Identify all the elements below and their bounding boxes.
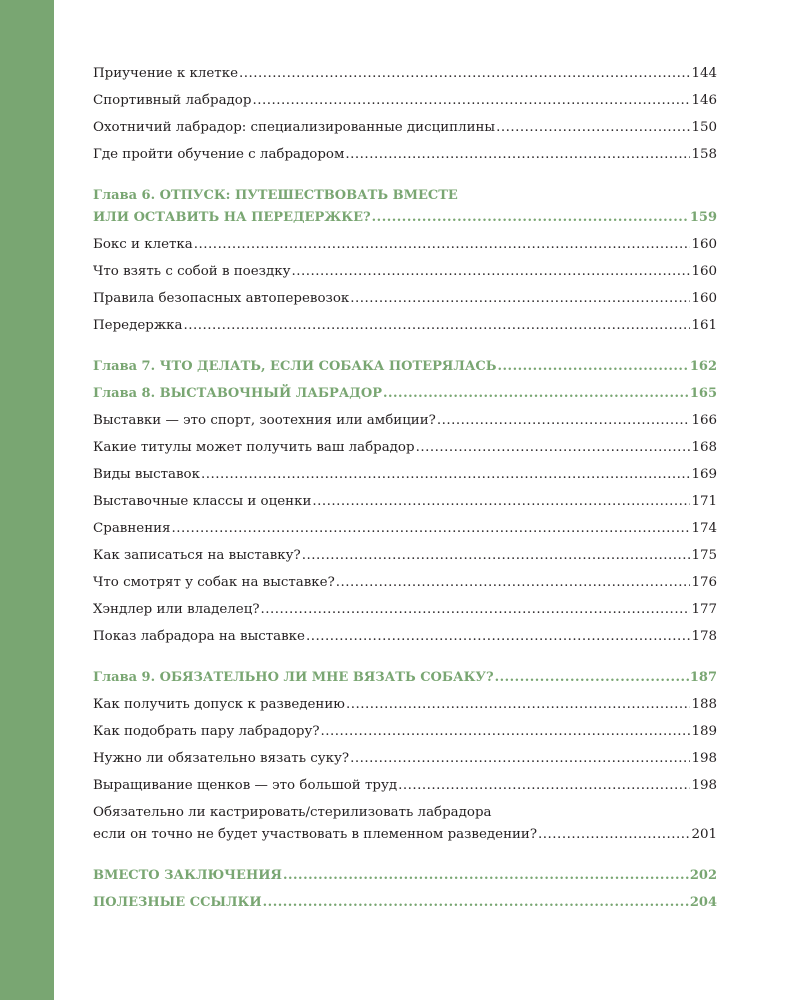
toc-entry-label: Правила безопасных автоперевозок <box>93 291 350 306</box>
dot-leader <box>336 573 691 593</box>
toc-entry-line1[interactable] <box>93 803 717 825</box>
chapter-7-page: 162 <box>689 359 717 374</box>
toc-entry[interactable] <box>93 519 717 546</box>
toc-entry-label: Охотничий лабрадор: специализированные дисциплины <box>93 120 496 135</box>
toc-entry-label: Виды выставок <box>93 467 200 482</box>
toc-entry-page: 188 <box>691 697 717 712</box>
toc-entry-page: 175 <box>691 548 717 563</box>
dot-leader <box>498 357 689 377</box>
toc-entry-page: 160 <box>691 237 717 252</box>
toc-entry[interactable] <box>93 289 717 316</box>
toc-entry-label: Как подобрать пару лабрадору? <box>93 724 320 739</box>
toc-entry-label: Как записаться на выставку? <box>93 548 301 563</box>
toc-entry[interactable] <box>93 776 717 803</box>
conclusion-heading[interactable] <box>93 866 717 893</box>
useful-links-heading[interactable] <box>93 893 717 920</box>
dot-leader <box>194 235 691 255</box>
toc-entry-label: Где пройти обучение с лабрадором <box>93 147 345 162</box>
toc-entry[interactable] <box>93 749 717 776</box>
toc-entry-page: 177 <box>691 602 717 617</box>
toc-entry-page: 144 <box>691 66 717 81</box>
toc-entry-page: 146 <box>691 93 717 108</box>
table-of-contents <box>93 64 717 920</box>
toc-entry-label: Выставочные классы и оценки <box>93 494 312 509</box>
toc-entry[interactable] <box>93 600 717 627</box>
dot-leader <box>261 600 691 620</box>
chapter-8-page: 165 <box>689 386 717 401</box>
toc-entry-page: 166 <box>691 413 717 428</box>
dot-leader <box>201 465 690 485</box>
toc-entry[interactable] <box>93 695 717 722</box>
toc-entry-page: 161 <box>691 318 717 333</box>
toc-entry-label: Передержка <box>93 318 183 333</box>
toc-entry-label: Выставки — это спорт, зоотехния или амбиции? <box>93 413 436 428</box>
chapter-6-heading-line1[interactable]: Глава 6. ОТПУСК: ПУТЕШЕСТВОВАТЬ ВМЕСТЕ <box>93 188 458 203</box>
useful-links-page: 204 <box>689 895 717 910</box>
conclusion-label: ВМЕСТО ЗАКЛЮЧЕНИЯ <box>93 868 282 883</box>
dot-leader <box>312 492 690 512</box>
dot-leader <box>172 519 691 539</box>
toc-entry-label: Выращивание щенков — это большой труд <box>93 778 398 793</box>
chapter-8-label: Глава 8. ВЫСТАВОЧНЫЙ ЛАБРАДОР <box>93 386 382 401</box>
chapter-6-page: 159 <box>689 210 717 225</box>
toc-entry[interactable] <box>93 91 717 118</box>
toc-entry-label: Обязательно ли кастрировать/стерилизовать лабрадора <box>93 805 492 820</box>
dot-leader <box>283 866 689 886</box>
side-color-band <box>0 0 54 1000</box>
toc-entry[interactable] <box>93 316 717 343</box>
toc-entry-label: Сравнения <box>93 521 171 536</box>
toc-entry[interactable] <box>93 573 717 600</box>
toc-entry[interactable] <box>93 722 717 749</box>
chapter-9-label: Глава 9. ОБЯЗАТЕЛЬНО ЛИ МНЕ ВЯЗАТЬ СОБАКУ? <box>93 670 494 685</box>
chapter-6-heading[interactable] <box>93 208 717 235</box>
toc-entry-label: если он точно не будет участвовать в племенном разведении? <box>93 827 538 842</box>
chapter-6-label: ИЛИ ОСТАВИТЬ НА ПЕРЕДЕРЖКЕ? <box>93 210 371 225</box>
toc-entry-label: Что взять с собой в поездку <box>93 264 291 279</box>
dot-leader <box>398 776 690 796</box>
toc-entry-label: Показ лабрадора на выставке <box>93 629 305 644</box>
toc-entry-page: 198 <box>691 751 717 766</box>
dot-leader <box>239 64 690 84</box>
toc-entry-label: Спортивный лабрадор <box>93 93 252 108</box>
dot-leader <box>372 208 689 228</box>
toc-entry-page: 178 <box>691 629 717 644</box>
toc-entry-page: 189 <box>691 724 717 739</box>
toc-entry-page: 174 <box>691 521 717 536</box>
toc-entry-page: 176 <box>691 575 717 590</box>
dot-leader <box>291 262 690 282</box>
toc-entry[interactable] <box>93 235 717 262</box>
toc-entry-page: 158 <box>691 147 717 162</box>
dot-leader <box>321 722 691 742</box>
dot-leader <box>416 438 691 458</box>
dot-leader <box>263 893 689 913</box>
dot-leader <box>437 411 691 431</box>
toc-entry-page: 160 <box>691 264 717 279</box>
useful-links-label: ПОЛЕЗНЫЕ ССЫЛКИ <box>93 895 262 910</box>
toc-entry-page: 160 <box>691 291 717 306</box>
conclusion-page: 202 <box>689 868 717 883</box>
toc-entry[interactable] <box>93 492 717 519</box>
toc-entry-page: 150 <box>691 120 717 135</box>
dot-leader <box>383 384 689 404</box>
dot-leader <box>350 289 690 309</box>
chapter-9-page: 187 <box>689 670 717 685</box>
dot-leader <box>306 627 690 647</box>
toc-entry[interactable] <box>93 627 717 654</box>
dot-leader <box>252 91 690 111</box>
toc-entry[interactable] <box>93 411 717 438</box>
chapter-7-label: Глава 7. ЧТО ДЕЛАТЬ, ЕСЛИ СОБАКА ПОТЕРЯЛАСЬ <box>93 359 497 374</box>
toc-entry[interactable] <box>93 465 717 492</box>
dot-leader <box>350 749 690 769</box>
dot-leader <box>302 546 691 566</box>
toc-entry-label: Какие титулы может получить ваш лабрадор <box>93 440 415 455</box>
toc-entry[interactable] <box>93 64 717 91</box>
toc-entry-page: 201 <box>691 827 717 842</box>
dot-leader <box>538 825 690 845</box>
toc-entry-label: Нужно ли обязательно вязать суку? <box>93 751 350 766</box>
toc-entry-label: Приучение к клетке <box>93 66 238 81</box>
toc-entry[interactable] <box>93 546 717 573</box>
toc-entry-page: 171 <box>691 494 717 509</box>
toc-entry-page: 169 <box>691 467 717 482</box>
dot-leader <box>496 118 690 138</box>
dot-leader <box>184 316 691 336</box>
dot-leader <box>495 668 689 688</box>
toc-entry-page: 168 <box>691 440 717 455</box>
toc-entry[interactable] <box>93 145 717 172</box>
toc-entry-label: Как получить допуск к разведению <box>93 697 345 712</box>
toc-entry[interactable] <box>93 825 717 852</box>
toc-entry-page: 198 <box>691 778 717 793</box>
toc-entry[interactable] <box>93 438 717 465</box>
toc-entry[interactable] <box>93 118 717 145</box>
toc-entry[interactable] <box>93 262 717 289</box>
toc-entry-label: Хэндлер или владелец? <box>93 602 260 617</box>
dot-leader <box>346 695 691 715</box>
chapter-7-heading[interactable] <box>93 357 717 384</box>
toc-entry-label: Бокс и клетка <box>93 237 193 252</box>
toc-entry-label: Что смотрят у собак на выставке? <box>93 575 335 590</box>
dot-leader <box>345 145 690 165</box>
chapter-8-heading[interactable] <box>93 384 717 411</box>
chapter-9-heading[interactable] <box>93 668 717 695</box>
